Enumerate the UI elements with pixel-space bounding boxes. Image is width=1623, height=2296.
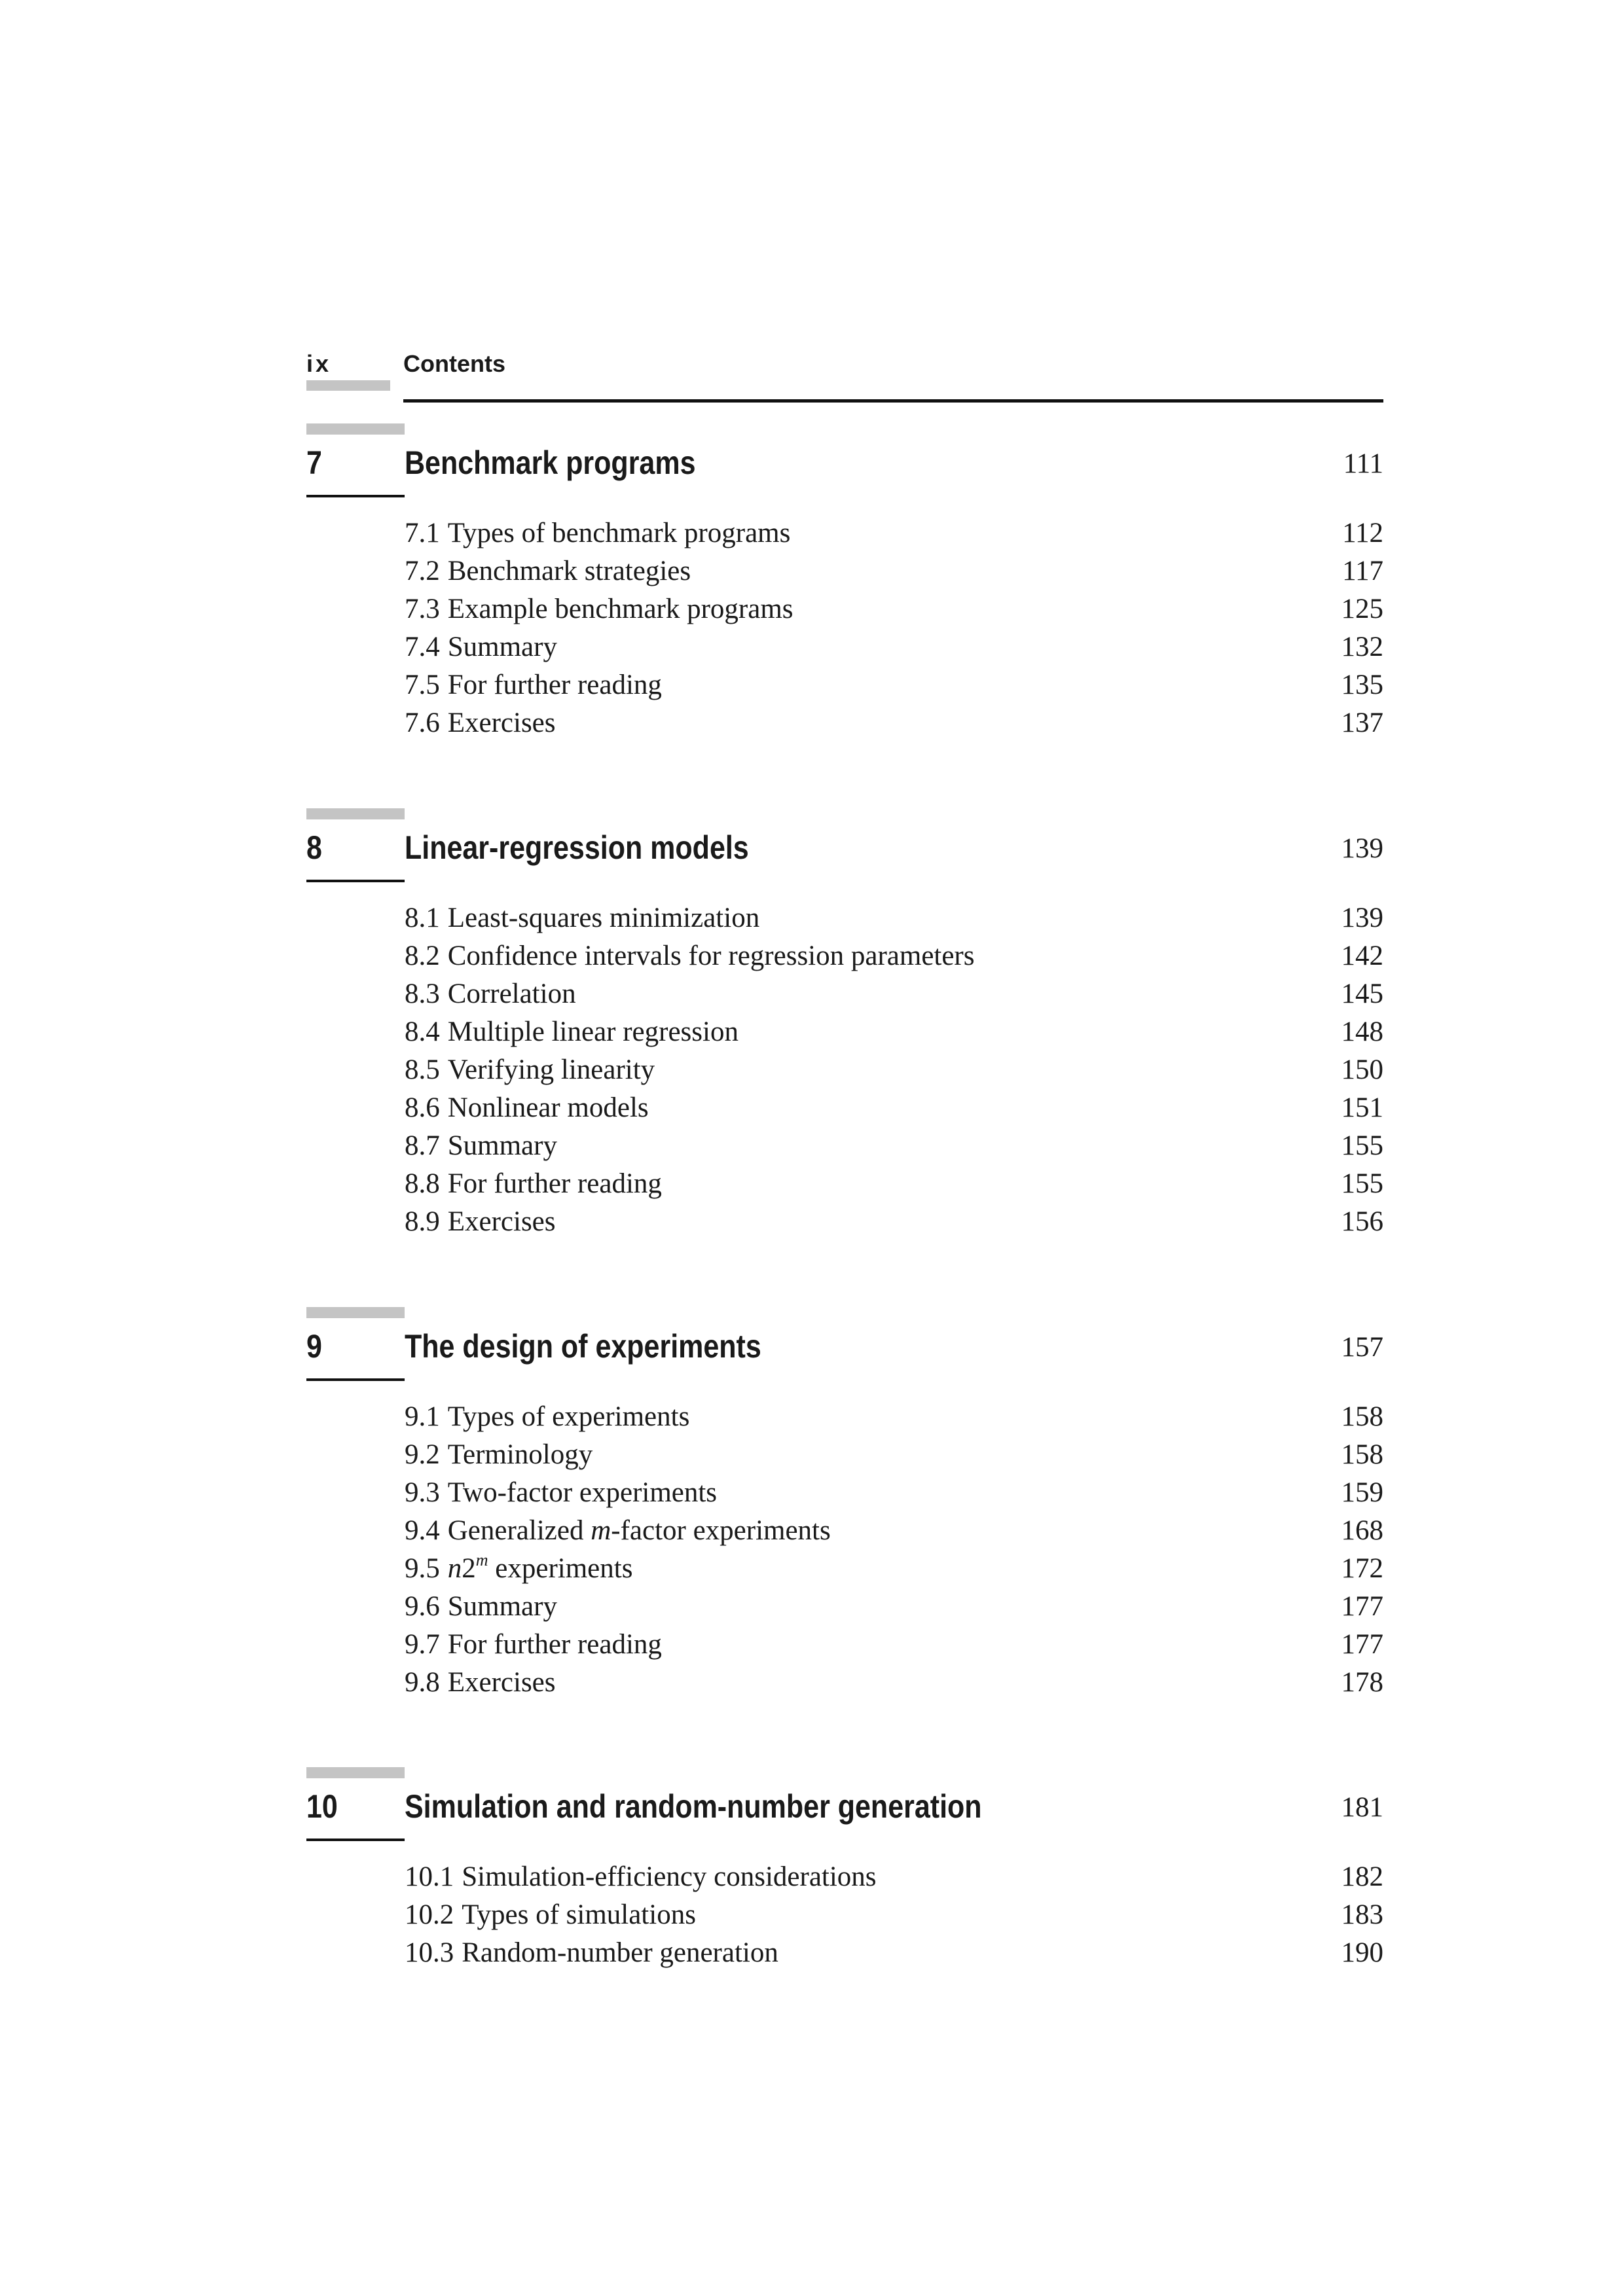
section-page: 158 [1341,1401,1383,1432]
toc-entry [405,1896,1383,1934]
toc-entry [405,1089,1383,1127]
toc-entry [405,975,1383,1013]
section-number: 10.1 [405,1861,454,1892]
italic-variable: m [591,1515,611,1546]
section-page: 190 [1341,1937,1383,1968]
toc-entry [405,628,1383,666]
section-page: 155 [1341,1130,1383,1161]
running-head [306,347,1383,403]
section-title: Two-factor experiments [447,1477,718,1508]
section-number: 9.2 [405,1439,440,1470]
chapter-grey-bar [306,808,405,819]
section-number: 7.4 [405,632,440,662]
toc-entry [405,937,1383,975]
section-title: Nonlinear models [447,1092,649,1123]
section-page: 125 [1341,594,1383,624]
chapter-page: 157 [1341,1332,1383,1363]
section-number: 8.6 [405,1092,440,1123]
section-number: 8.9 [405,1206,440,1237]
section-title: Types of simulations [462,1899,696,1930]
section-number: 10.2 [405,1899,454,1930]
toc-entry [405,1127,1383,1165]
title-text: experiments [488,1553,633,1584]
toc-entry [405,590,1383,628]
toc-entry [405,1013,1383,1051]
section-page: 132 [1341,632,1383,662]
section-page: 168 [1341,1515,1383,1546]
title-text: 2 [462,1553,476,1584]
section-page: 159 [1341,1477,1383,1508]
toc-entry [405,1165,1383,1203]
page-folio: ix [306,350,332,377]
toc-entry [405,1588,1383,1626]
section-title: Summary [447,1130,557,1161]
section-title: Exercises [447,1667,556,1698]
section-page: 135 [1341,670,1383,700]
section-page: 158 [1341,1439,1383,1470]
section-title: Least-squares minimization [447,903,760,933]
toc-entry [405,1858,1383,1896]
section-number: 9.6 [405,1591,440,1622]
section-number: 7.3 [405,594,440,624]
toc-entry [405,1664,1383,1702]
section-title: For further reading [447,1629,662,1660]
section-title: Multiple linear regression [447,1016,739,1047]
chapter-grey-bar [306,1307,405,1318]
section-list [405,514,1383,742]
section-title: Correlation [447,978,576,1009]
toc-entry [405,1203,1383,1241]
chapter-page: 181 [1341,1792,1383,1823]
chapter-number: 7 [306,444,322,481]
section-page: 150 [1341,1054,1383,1085]
toc-entry [405,1398,1383,1436]
folio-grey-bar [306,380,390,391]
section-number: 8.5 [405,1054,440,1085]
section-title: Exercises [447,708,556,738]
section-title: Example benchmark programs [447,594,793,624]
toc-entry [405,1626,1383,1664]
chapter-number: 10 [306,1788,338,1825]
toc-entry [405,899,1383,937]
chapter-number: 8 [306,829,322,866]
chapter-title: Linear-regression models [405,829,749,866]
section-title: Types of experiments [447,1401,690,1432]
section-page: 148 [1341,1016,1383,1047]
title-text: -factor experiments [611,1515,831,1546]
chapter-rule [306,1378,405,1381]
header-rule [403,399,1383,403]
chapter-grey-bar [306,423,405,435]
section-title: Types of benchmark programs [447,518,791,548]
section-number: 8.2 [405,941,440,971]
section-number: 9.5 [405,1553,440,1584]
section-number: 7.2 [405,556,440,586]
section-title [448,1512,831,1550]
chapter-number: 9 [306,1328,322,1365]
section-title: Simulation-efficiency considerations [462,1861,877,1892]
section-page: 155 [1341,1168,1383,1199]
toc-entry [405,1934,1383,1972]
chapter-page: 111 [1343,448,1383,479]
section-number: 7.5 [405,670,440,700]
chapter-rule [306,1839,405,1841]
toc-entry [405,1512,1383,1550]
title-text: Generalized [447,1515,591,1546]
toc-entry [405,514,1383,552]
section-number: 9.7 [405,1629,440,1660]
section-number: 9.8 [405,1667,440,1698]
section-page: 178 [1341,1667,1383,1698]
chapter-title: Simulation and random-number generation [405,1788,982,1825]
section-title [448,1550,633,1588]
section-page: 112 [1342,518,1383,548]
section-number: 9.3 [405,1477,440,1508]
italic-variable: n [447,1553,462,1584]
section-title: Summary [447,1591,557,1622]
toc-entry [405,552,1383,590]
section-page: 177 [1341,1629,1383,1660]
section-number: 7.1 [405,518,440,548]
section-number: 8.3 [405,978,440,1009]
section-number: 10.3 [405,1937,454,1968]
section-number: 8.4 [405,1016,440,1047]
section-title: Benchmark strategies [447,556,691,586]
chapter-page: 139 [1341,833,1383,864]
chapter-grey-bar [306,1767,405,1778]
section-title: Verifying linearity [447,1054,655,1085]
section-page: 182 [1341,1861,1383,1892]
toc-entry [405,1474,1383,1512]
section-page: 145 [1341,978,1383,1009]
section-number: 8.1 [405,903,440,933]
section-title: Confidence intervals for regression parameters [447,941,975,971]
section-page: 156 [1341,1206,1383,1237]
running-head-title: Contents [403,350,505,377]
section-title: For further reading [447,670,662,700]
section-title: Random-number generation [462,1937,778,1968]
section-number: 9.1 [405,1401,440,1432]
section-list [405,1398,1383,1702]
section-page: 151 [1341,1092,1383,1123]
section-title: For further reading [447,1168,662,1199]
toc-entry [405,704,1383,742]
superscript-variable: m [475,1551,488,1570]
section-title: Exercises [447,1206,556,1237]
section-page: 117 [1342,556,1383,586]
section-page: 139 [1341,903,1383,933]
section-page: 137 [1341,708,1383,738]
section-title: Terminology [447,1439,593,1470]
section-list [405,1858,1383,1972]
toc-entry [405,1436,1383,1474]
section-page: 177 [1341,1591,1383,1622]
section-page: 172 [1341,1553,1383,1584]
toc-entry [405,1051,1383,1089]
chapter-rule [306,880,405,882]
chapter-title: The design of experiments [405,1328,761,1365]
chapter-rule [306,495,405,497]
toc-entry [405,1550,1383,1588]
section-number: 9.4 [405,1515,440,1546]
section-page: 142 [1341,941,1383,971]
toc-entry [405,666,1383,704]
section-number: 8.7 [405,1130,440,1161]
section-page: 183 [1341,1899,1383,1930]
section-number: 7.6 [405,708,440,738]
section-list [405,899,1383,1241]
chapter-title: Benchmark programs [405,444,696,481]
section-number: 8.8 [405,1168,440,1199]
section-title: Summary [447,632,557,662]
